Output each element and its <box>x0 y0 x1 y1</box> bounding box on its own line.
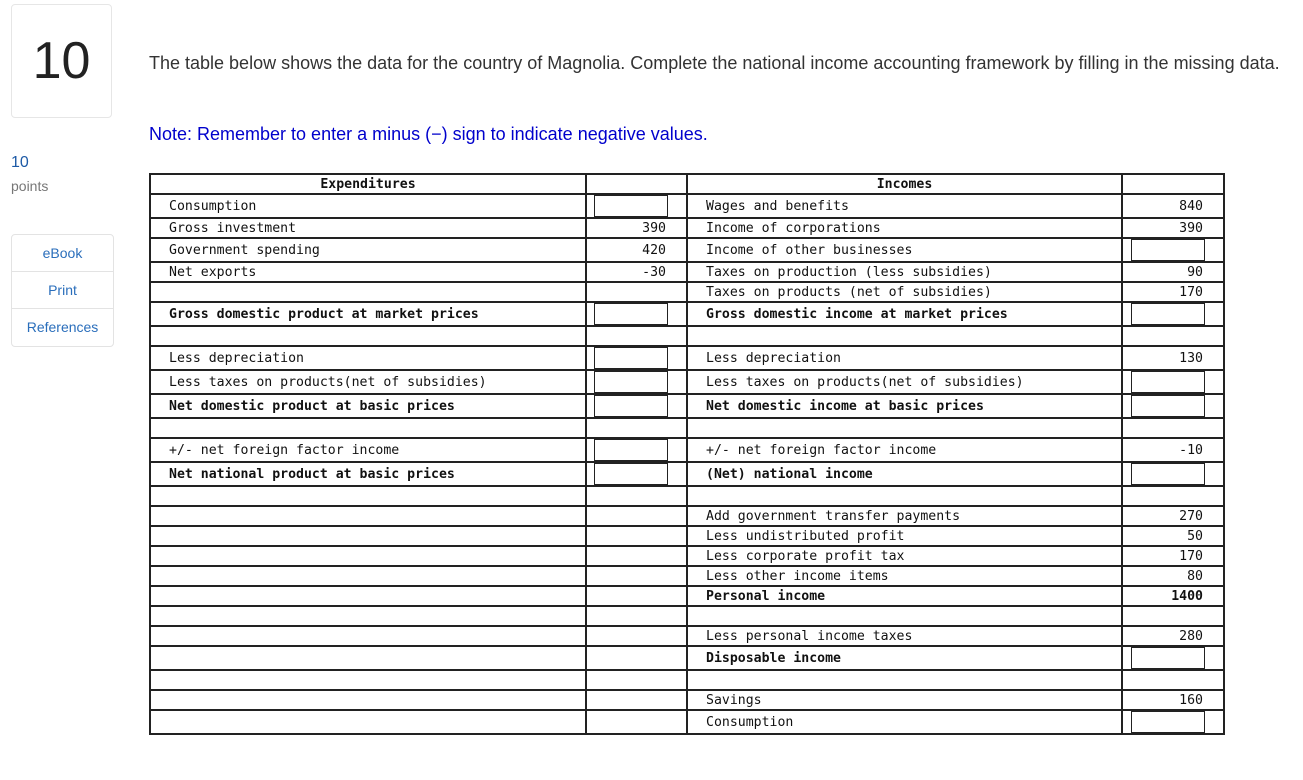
table-row <box>150 586 1224 606</box>
blank-row <box>150 606 1224 626</box>
blank-cell <box>687 670 1122 690</box>
blank-cell <box>150 670 586 690</box>
income-label: Consumption <box>687 710 1122 734</box>
table-row <box>150 370 1224 394</box>
income-value-cell <box>1122 646 1224 670</box>
expenditure-label <box>150 586 586 606</box>
income-value-cell <box>1122 238 1224 262</box>
expenditure-label: Net national product at basic prices <box>150 462 586 486</box>
blank-cell <box>586 486 687 506</box>
expenditure-label <box>150 566 586 586</box>
income-value-cell <box>1122 302 1224 326</box>
table-row <box>150 302 1224 326</box>
blank-cell <box>150 326 586 346</box>
blank-cell <box>586 606 687 626</box>
blank-cell <box>687 486 1122 506</box>
table-row <box>150 346 1224 370</box>
expenditure-label: Net exports <box>150 262 586 282</box>
blank-cell <box>1122 670 1224 690</box>
income-label: (Net) national income <box>687 462 1122 486</box>
income-label: Less taxes on products(net of subsidies) <box>687 370 1122 394</box>
expenditure-answer-input[interactable] <box>594 347 668 369</box>
income-label: Less undistributed profit <box>687 526 1122 546</box>
income-label: Less corporate profit tax <box>687 546 1122 566</box>
blank-row <box>150 670 1224 690</box>
expenditure-label: Gross investment <box>150 218 586 238</box>
expenditure-label <box>150 282 586 302</box>
points-label: points <box>11 178 49 194</box>
income-value: 90 <box>1122 262 1224 282</box>
expenditure-value <box>586 646 687 670</box>
expenditures-header: Expenditures <box>150 174 586 194</box>
expenditure-answer-input[interactable] <box>594 195 668 217</box>
blank-cell <box>586 670 687 690</box>
table-row <box>150 262 1224 282</box>
expenditure-label <box>150 710 586 734</box>
expenditure-value <box>586 586 687 606</box>
blank-cell <box>586 418 687 438</box>
header-blank-cell <box>1122 174 1224 194</box>
expenditure-answer-input[interactable] <box>594 371 668 393</box>
expenditure-label: Consumption <box>150 194 586 218</box>
table-row <box>150 238 1224 262</box>
blank-cell <box>1122 486 1224 506</box>
incomes-header: Incomes <box>687 174 1122 194</box>
income-label: Personal income <box>687 586 1122 606</box>
blank-cell <box>150 606 586 626</box>
income-label: Less personal income taxes <box>687 626 1122 646</box>
blank-row <box>150 326 1224 346</box>
expenditure-value-cell <box>586 194 687 218</box>
income-label: Gross domestic income at market prices <box>687 302 1122 326</box>
expenditure-value-cell <box>586 370 687 394</box>
income-value: 80 <box>1122 566 1224 586</box>
points-value: 10 <box>11 154 29 171</box>
question-number: 10 <box>11 4 112 118</box>
expenditure-value <box>586 282 687 302</box>
income-answer-input[interactable] <box>1131 711 1205 733</box>
blank-cell <box>586 326 687 346</box>
expenditure-label: Gross domestic product at market prices <box>150 302 586 326</box>
expenditure-value <box>586 710 687 734</box>
table-row <box>150 526 1224 546</box>
income-value: 170 <box>1122 282 1224 302</box>
expenditure-value <box>586 626 687 646</box>
expenditure-label: +/- net foreign factor income <box>150 438 586 462</box>
income-value: 160 <box>1122 690 1224 710</box>
table-row <box>150 462 1224 486</box>
expenditure-value: 420 <box>586 238 687 262</box>
expenditure-value-cell <box>586 394 687 418</box>
references-link[interactable]: References <box>26 319 99 335</box>
table-row <box>150 690 1224 710</box>
income-answer-input[interactable] <box>1131 647 1205 669</box>
table-row <box>150 218 1224 238</box>
income-value-cell <box>1122 370 1224 394</box>
income-value: 280 <box>1122 626 1224 646</box>
blank-row <box>150 486 1224 506</box>
table-row <box>150 438 1224 462</box>
income-value: 390 <box>1122 218 1224 238</box>
income-answer-input[interactable] <box>1131 239 1205 261</box>
expenditure-label <box>150 626 586 646</box>
blank-cell <box>150 486 586 506</box>
expenditure-label <box>150 506 586 526</box>
expenditure-value <box>586 526 687 546</box>
table-row <box>150 506 1224 526</box>
question-note: Note: Remember to enter a minus (−) sign to indicate negative values. <box>149 124 708 144</box>
income-label: Disposable income <box>687 646 1122 670</box>
table-row <box>150 282 1224 302</box>
question-prompt: The table below shows the data for the country of Magnolia. Complete the national income accounting framework by filling in the missing data. <box>149 53 1280 73</box>
blank-cell <box>150 418 586 438</box>
expenditure-label <box>150 690 586 710</box>
income-label: Wages and benefits <box>687 194 1122 218</box>
header-blank-cell <box>586 174 687 194</box>
blank-cell <box>1122 606 1224 626</box>
income-label: Income of corporations <box>687 218 1122 238</box>
expenditure-label <box>150 546 586 566</box>
blank-row <box>150 418 1224 438</box>
resource-links <box>11 234 114 347</box>
table-row <box>150 626 1224 646</box>
income-value: 50 <box>1122 526 1224 546</box>
table-row <box>150 394 1224 418</box>
income-label: Income of other businesses <box>687 238 1122 262</box>
income-value: 1400 <box>1122 586 1224 606</box>
income-label: Net domestic income at basic prices <box>687 394 1122 418</box>
expenditure-value <box>586 690 687 710</box>
income-answer-input[interactable] <box>1131 371 1205 393</box>
expenditure-value: 390 <box>586 218 687 238</box>
income-value-cell <box>1122 462 1224 486</box>
expenditure-value <box>586 566 687 586</box>
blank-cell <box>1122 326 1224 346</box>
table-row <box>150 566 1224 586</box>
income-value: 130 <box>1122 346 1224 370</box>
expenditure-label <box>150 646 586 670</box>
income-answer-input[interactable] <box>1131 463 1205 485</box>
income-label: Savings <box>687 690 1122 710</box>
income-value: 270 <box>1122 506 1224 526</box>
ebook-link[interactable]: eBook <box>12 235 113 272</box>
blank-cell <box>687 326 1122 346</box>
expenditure-value <box>586 506 687 526</box>
income-label: +/- net foreign factor income <box>687 438 1122 462</box>
table-row <box>150 646 1224 670</box>
expenditure-label <box>150 526 586 546</box>
national-income-table <box>149 173 1225 735</box>
table-row <box>150 546 1224 566</box>
blank-cell <box>687 606 1122 626</box>
income-label: Add government transfer payments <box>687 506 1122 526</box>
income-value: 170 <box>1122 546 1224 566</box>
print-link[interactable]: Print <box>12 272 113 309</box>
expenditure-value: -30 <box>586 262 687 282</box>
table-row <box>150 710 1224 734</box>
expenditure-value-cell <box>586 346 687 370</box>
expenditure-value-cell <box>586 438 687 462</box>
income-label: Taxes on products (net of subsidies) <box>687 282 1122 302</box>
expenditure-label: Net domestic product at basic prices <box>150 394 586 418</box>
income-label: Less other income items <box>687 566 1122 586</box>
expenditure-value-cell <box>586 462 687 486</box>
blank-cell <box>687 418 1122 438</box>
income-label: Less depreciation <box>687 346 1122 370</box>
expenditure-value-cell <box>586 302 687 326</box>
expenditure-answer-input[interactable] <box>594 395 668 417</box>
expenditure-answer-input[interactable] <box>594 463 668 485</box>
expenditure-label: Less depreciation <box>150 346 586 370</box>
income-answer-input[interactable] <box>1131 395 1205 417</box>
income-answer-input[interactable] <box>1131 303 1205 325</box>
table-row <box>150 194 1224 218</box>
income-value-cell <box>1122 710 1224 734</box>
expenditure-label: Less taxes on products(net of subsidies) <box>150 370 586 394</box>
income-value: 840 <box>1122 194 1224 218</box>
income-value: -10 <box>1122 438 1224 462</box>
expenditure-answer-input[interactable] <box>594 303 668 325</box>
blank-cell <box>1122 418 1224 438</box>
income-label: Taxes on production (less subsidies) <box>687 262 1122 282</box>
expenditure-answer-input[interactable] <box>594 439 668 461</box>
expenditure-label: Government spending <box>150 238 586 262</box>
income-value-cell <box>1122 394 1224 418</box>
expenditure-value <box>586 546 687 566</box>
